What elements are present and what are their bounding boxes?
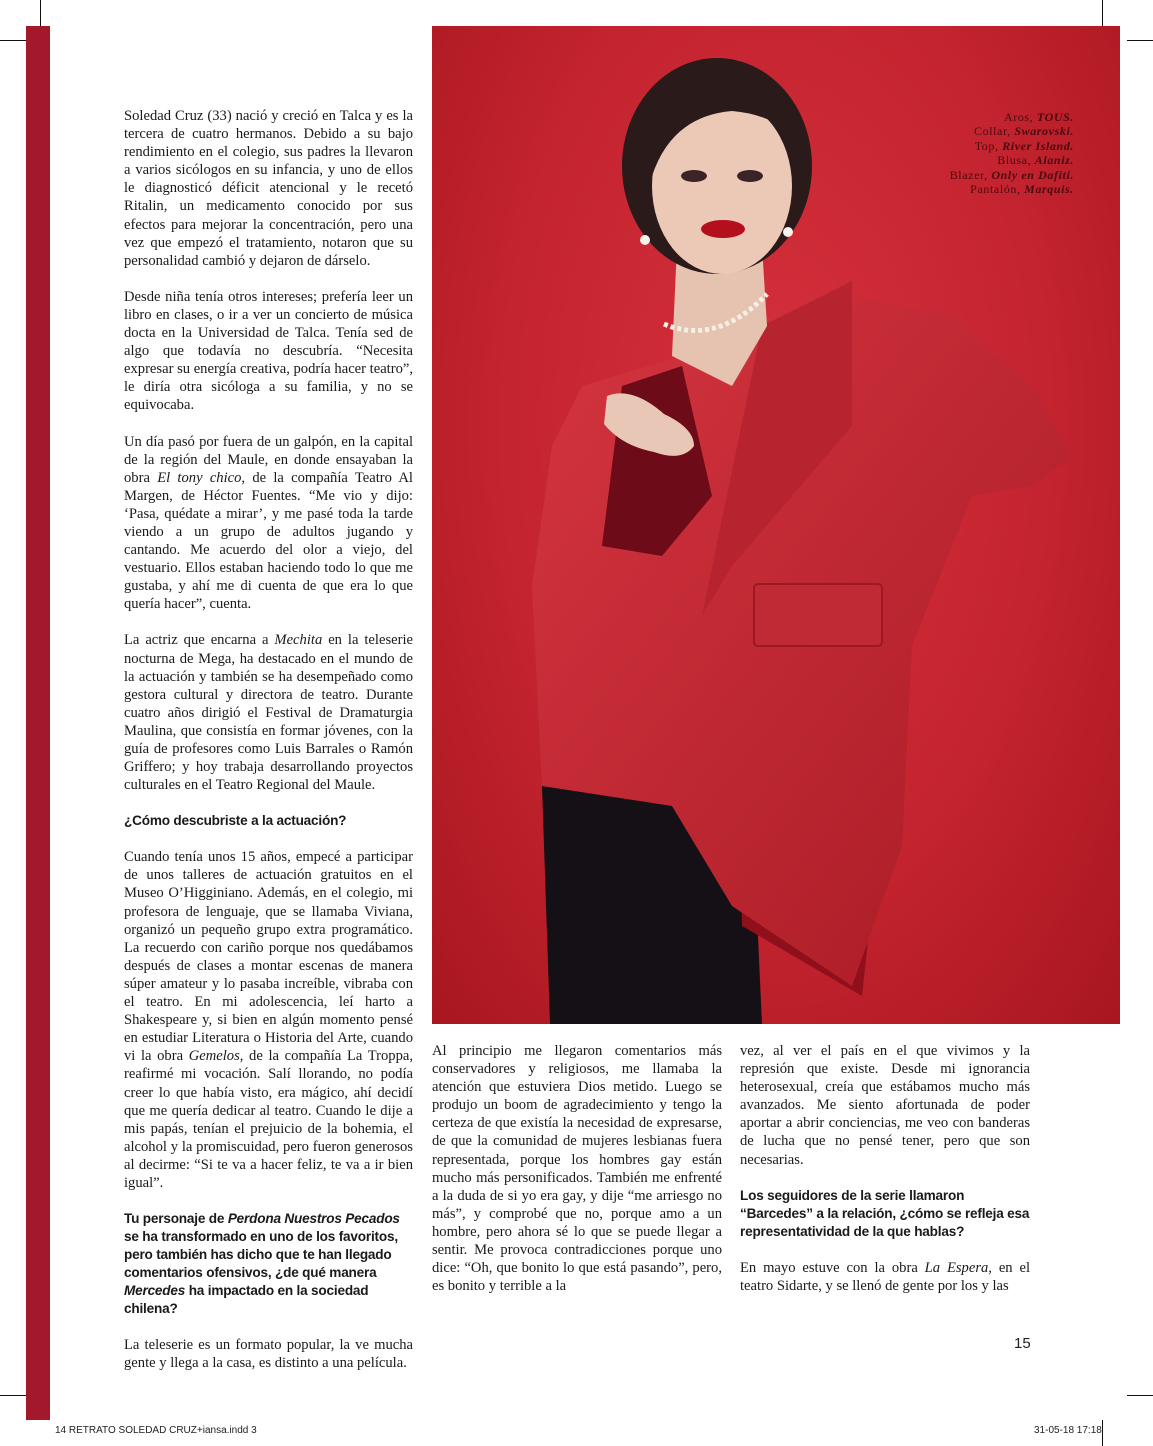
credit-line: Collar, Swarovski. xyxy=(973,124,1074,139)
credit-line: Top, River Island. xyxy=(974,138,1074,153)
red-edge-bar xyxy=(26,26,50,1420)
article-column-2 xyxy=(432,1042,722,1313)
crop-mark-bottom-right-v xyxy=(1102,1420,1103,1446)
article-column-3 xyxy=(740,1042,1030,1313)
italic-title: Mechita xyxy=(274,632,323,649)
paragraph: Cuando tenía unos 15 años, empecé a participar de unos talleres de actuación gratuitos en el Museo O’Higginiano. Además, en el colegio, mi profesora de lenguaje, que se llamaba Viviana, organizó un pequeño grupo extra programático. La recuerdo con cariño porque nos quedábamos después de clases a montar escenas de manera súper amateur y lo pasaba increíble, vibraba con el teatro. En mi adolescencia, leí harto a Shakespeare y, si bien en algún momento pensé en estudiar Literatura o Historia del Arte, cuando vi la obra Gemelos, de la compañía La Troppa, reafirmé mi vocación. Salí llorando, no podía creer lo que había visto, era mágico, ahí decidí que me quería dedicar al teatro. Cuando le dije a mis papás, tenían el prejuicio de la bohemia, el alcohol y la promiscuidad, pero fueron generosos al decirme: “Si te va a hacer feliz, te va a ir bien igual”. xyxy=(124,849,413,1191)
print-slug-filename: 14 RETRATO SOLEDAD CRUZ+iansa.indd 3 xyxy=(55,1425,257,1436)
paragraph: vez, al ver el país en el que vivimos y la represión que existe. Desde mi ignorancia heterosexual, creía que estábamos mucho más avanzados. Me siento afortunada de poder aportar a abrir conciencias, me veo con banderas de lucha que no pensé tener, pero que son necesarias. xyxy=(740,1043,1030,1168)
paragraph: La teleserie es un formato popular, la ve mucha gente y llega a la casa, es distinto a una película. xyxy=(124,1337,413,1372)
crop-mark-bottom-left xyxy=(0,1395,26,1396)
page-number: 15 xyxy=(1014,1335,1031,1352)
print-slug-date: 31-05-18 17:18 xyxy=(1034,1425,1102,1436)
credit-line: Blazer, Only en Dafiti. xyxy=(949,167,1074,182)
crop-mark-top-right xyxy=(1127,40,1153,41)
credit-line: Aros, TOUS. xyxy=(1003,110,1074,124)
interview-question: ¿Cómo descubriste a la actuación? xyxy=(124,813,347,829)
paragraph: Al principio me llegaron comentarios más conservadores y religiosos, me llamaba la atención que estuviera Dios metido. Luego se produjo un boom de agradecimiento y tengo la certeza de que existía la necesidad de expresarse, de que la comunidad de mujeres lesbianas fuera representada, porque los hombres gay están mucho más personificados. También me enfrenté a la duda de si yo era gay, y dije “me arriesgo no más”, y comprobé que no, porque amo a un hombre, pero ahora sé lo que se puede llegar a sentir. Me provoca contradicciones porque uno dice: “Oh, que bonito lo que está pasando”, pero, es bonito y terrible a la xyxy=(432,1043,722,1295)
article-column-1 xyxy=(124,107,413,1390)
paragraph: Un día pasó por fuera de un galpón, en la capital de la región del Maule, en donde ensayaban la obra El tony chico, de la compañía Teatro Al Margen, de Héctor Fuentes. “Me vio y dijo: ‘Pasa, quédate a mirar’, y me pasé toda la tarde viendo a un grupo de adultos jugando y cantando. Me acuerdo del olor a viejo, del vestuario. Ellos estaban haciendo todo lo que me gustaba, y ahí me di cuenta de que era lo que quería hacer”, cuenta. xyxy=(124,433,413,613)
interview-question: Tu personaje de Perdona Nuestros Pecados se ha transformado en uno de los favoritos, pero también has dicho que te han llegado comentarios ofensivos, ¿de qué manera Mercedes ha impactado en la sociedad chilena? xyxy=(124,1211,400,1317)
crop-mark-top-left xyxy=(0,40,26,41)
fashion-credits xyxy=(950,110,1074,196)
italic-title: La Espera, xyxy=(924,1259,992,1276)
credit-line: Pantalón, Marquis. xyxy=(970,182,1074,197)
paragraph: La actriz que encarna a Mechita en la teleserie nocturna de Mega, ha destacado en el mundo de la actuación y también se ha desempeñado como gestora cultural y directora de teatro. Durante cuatro años dirigió el Festival de Dramaturgia Maulina, que consistía en formar jóvenes, con la guía de profesores como Luis Barrales o Ramón Griffero; y hoy trabaja desarrollando proyectos culturales en el Teatro Regional del Maule. xyxy=(124,632,413,794)
paragraph: Soledad Cruz (33) nació y creció en Talca y es la tercera de cuatro hermanos. Debido a su bajo rendimiento en el colegio, sus padres la llevaron a varios sicólogos en su infancia, y uno de ellos le diagnosticó déficit atencional y le recetó Ritalin, un medicamento conocido por sus efectos para mejorar la concentración, pero una vez que empezó el tratamiento, notaron que su personalidad cambió y dejaron de dárselo. xyxy=(124,108,413,269)
crop-mark-top-left-v xyxy=(40,0,41,26)
italic-title: El tony chico xyxy=(157,469,242,486)
interview-question: Los seguidores de la serie llamaron “Barcedes” a la relación, ¿cómo se refleja esa representatividad de la que hablas? xyxy=(740,1187,1030,1239)
crop-mark-top-right-v xyxy=(1102,0,1103,26)
paragraph: Desde niña tenía otros intereses; prefería leer un libro en clases, o ir a ver un concierto de música docta en la Universidad de Talca. Tenía sed de algo que todavía no descubría. “Necesita expresar su energía creativa, podría hacer teatro”, le diría otra sicóloga a su familia, y no se equivocaba. xyxy=(124,288,414,414)
portrait-photo xyxy=(432,26,1120,1024)
italic-title: Gemelos xyxy=(188,1048,240,1065)
crop-mark-bottom-right xyxy=(1127,1395,1153,1396)
paragraph: En mayo estuve con la obra La Espera, en el teatro Sidarte, y se llenó de gente por los y las xyxy=(740,1259,1030,1294)
credit-line: Blusa, Alaniz. xyxy=(997,153,1074,168)
